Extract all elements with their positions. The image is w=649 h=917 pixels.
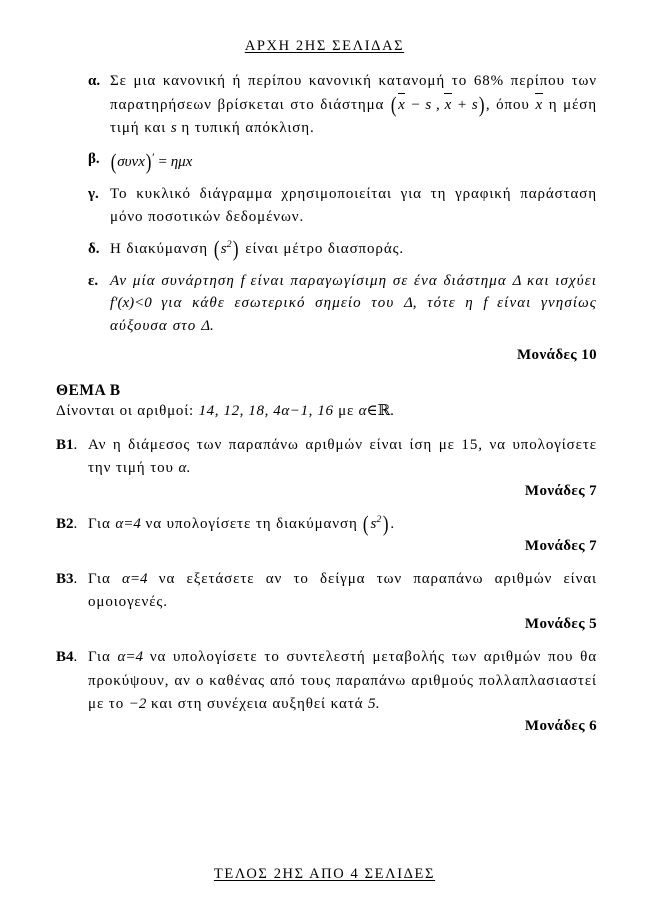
- statement-epsilon-text-7: .: [210, 318, 215, 335]
- statement-gamma-label: γ.: [88, 186, 99, 203]
- page-header: ΑΡΧΗ 2ΗΣ ΣΕΛΙΔΑΣ: [244, 38, 405, 54]
- paren-open: (: [390, 92, 398, 117]
- element-of-icon: ∈: [366, 403, 378, 419]
- question-b1-text-1: Αν η διάμεσος των παραπάνω αριθμών είναι ίση με 15, να υπολογίσετε την τιμή του: [88, 437, 597, 477]
- statement-beta: [88, 148, 597, 174]
- question-b3-text-2: να εξετάσετε αν το δείγμα των παραπάνω αριθμών είναι ομοιογενές.: [88, 570, 597, 610]
- page-content: [56, 70, 597, 748]
- statement-alpha-text-2: , όπου: [485, 96, 536, 113]
- statement-epsilon-text-3: και ισχύει: [521, 272, 598, 289]
- paren-close: ): [478, 92, 485, 117]
- alpha-assignment: α=4: [115, 515, 141, 532]
- question-block-b2: [56, 513, 597, 555]
- question-block-b3: [56, 568, 597, 634]
- paren-close: ): [233, 236, 240, 261]
- statement-epsilon-text-6: είναι γνησίως αύξουσα στο: [110, 295, 597, 335]
- function-f-2: f: [483, 295, 488, 312]
- real-numbers-set: ℝ: [377, 401, 391, 419]
- marks-b2: Μονάδες 7: [524, 537, 597, 554]
- question-b4-text-4: .: [375, 695, 381, 712]
- question-b2-separator: .: [73, 515, 78, 532]
- multiplier-value: −2: [128, 695, 147, 712]
- question-block-b4: [56, 646, 597, 735]
- symbol-s: s: [170, 119, 177, 136]
- variable-alpha: α: [178, 460, 187, 477]
- sin-function: ημx: [170, 154, 193, 171]
- question-b4-text-2: να υπολογίσετε το συντελεστή μεταβολής των αριθμών που θα προκύψουν, αν ο καθένας από τους παραπάνω αριθμούς πολλαπλασιαστεί με το: [88, 649, 597, 712]
- question-b4-number: B4: [56, 649, 74, 666]
- question-b2-text-1: Για: [88, 515, 116, 532]
- question-b3-separator: .: [73, 570, 78, 587]
- question-b1-label: [56, 434, 77, 457]
- marks-thema-a: Μονάδες 10: [516, 347, 597, 363]
- cos-function: συνx: [117, 154, 145, 171]
- question-block-b1: [56, 434, 597, 500]
- function-f-1: f: [240, 272, 245, 289]
- paren-close: ): [145, 150, 152, 175]
- x-bar-1: x: [398, 93, 406, 117]
- question-b2: [56, 513, 597, 536]
- paren-open: (: [110, 150, 117, 175]
- question-b2-text-3: .: [390, 515, 396, 532]
- statement-epsilon-text-2: είναι παραγωγίσιμη σε ένα διάστημα: [244, 272, 513, 289]
- marks-b1: Μονάδες 7: [524, 482, 597, 499]
- question-b4-text-1: Για: [88, 649, 118, 666]
- question-b4-text-3: και στη συνέχεια αυξηθεί κατά: [146, 695, 369, 712]
- interval-upper: + s: [452, 96, 478, 113]
- statement-epsilon-text-1: Αν μία συνάρτηση: [110, 272, 241, 289]
- question-b1-number: B1: [56, 437, 74, 453]
- statement-delta-text-2: είναι μέτρο διασποράς.: [240, 240, 405, 257]
- given-numbers-line: [56, 401, 597, 420]
- statement-epsilon-text-5: , τότε η: [412, 295, 484, 312]
- given-variable: α: [358, 403, 367, 419]
- statement-epsilon-label: ε.: [88, 272, 99, 289]
- statement-alpha-text-3: η μέση τιμή και: [110, 96, 597, 136]
- given-end: .: [390, 403, 395, 419]
- interval-delta-2: Δ: [403, 295, 413, 312]
- alpha-assignment: α=4: [122, 570, 148, 587]
- statement-alpha-text-4: η τυπική απόκλιση.: [176, 119, 315, 136]
- paren-open: (: [363, 511, 370, 536]
- equals-sign: =: [154, 154, 171, 171]
- given-mid: με: [333, 403, 359, 419]
- alpha-assignment: α=4: [117, 649, 144, 666]
- question-b3-label: [56, 568, 77, 591]
- question-b1: [56, 434, 597, 481]
- variance-symbol: s: [220, 240, 227, 257]
- question-b2-label: [56, 513, 77, 536]
- variance-symbol: s: [370, 515, 377, 532]
- variance-exponent: 2: [376, 513, 383, 525]
- question-b1-separator: .: [73, 437, 78, 453]
- statements-list: [88, 70, 597, 338]
- question-b2-text-2: να υπολογίσετε τη διακύμανση: [140, 515, 363, 532]
- x-bar-2: x: [445, 93, 453, 117]
- derivative-prime: ′: [152, 150, 155, 165]
- question-b2-number: B2: [56, 515, 74, 532]
- statement-beta-label: β.: [88, 151, 100, 168]
- statement-alpha: [88, 70, 597, 139]
- given-prefix: Δίνονται οι αριθμοί:: [56, 403, 199, 419]
- interval-delta-3: Δ: [201, 318, 210, 335]
- x-bar-3: x: [535, 93, 543, 117]
- marks-b3: Μονάδες 5: [524, 616, 597, 633]
- statement-alpha-text-1: Σε μια κανονική ή περίπου κανονική κατανομή το 68% περίπου των παρατηρήσεων βρίσκεται στο διάστημα: [110, 73, 597, 113]
- question-b3-text-1: Για: [88, 570, 123, 587]
- given-numbers: 14, 12, 18, 4α−1, 16: [198, 403, 334, 419]
- statement-gamma-text: Το κυκλικό διάγραμμα χρησιμοποιείται για τη γραφική παράσταση μόνο ποσοτικών δεδομένων.: [110, 186, 597, 226]
- statement-epsilon: [88, 270, 597, 338]
- page-footer: ΤΕΛΟΣ 2ΗΣ ΑΠΟ 4 ΣΕΛΙΔΕΣ: [213, 866, 436, 882]
- question-b4: [56, 646, 597, 716]
- paren-open: (: [213, 236, 220, 261]
- statement-delta-label: δ.: [88, 240, 100, 257]
- question-b4-label: [56, 646, 77, 669]
- statement-alpha-label: α.: [88, 73, 101, 89]
- question-b1-text-2: .: [186, 460, 192, 477]
- question-b3-number: B3: [56, 570, 74, 587]
- section-title-thema-b: ΘΕΜΑ Β: [56, 382, 121, 399]
- interval-delta-1: Δ: [512, 272, 522, 289]
- statement-delta-text-1: Η διακύμανση: [110, 240, 213, 257]
- marks-b4: Μονάδες 6: [524, 718, 597, 734]
- statement-epsilon-text-4: για κάθε εσωτερικό σημείο του: [151, 295, 404, 312]
- addend-value: 5: [368, 695, 376, 712]
- question-b4-separator: .: [73, 649, 78, 666]
- interval-lower: − s ,: [405, 96, 445, 113]
- statement-delta: [88, 238, 597, 261]
- variance-exponent: 2: [226, 238, 233, 250]
- question-b3: [56, 568, 597, 615]
- paren-close: ): [383, 511, 390, 536]
- statement-gamma: [88, 183, 597, 229]
- derivative-condition: f′(x)<0: [110, 295, 152, 312]
